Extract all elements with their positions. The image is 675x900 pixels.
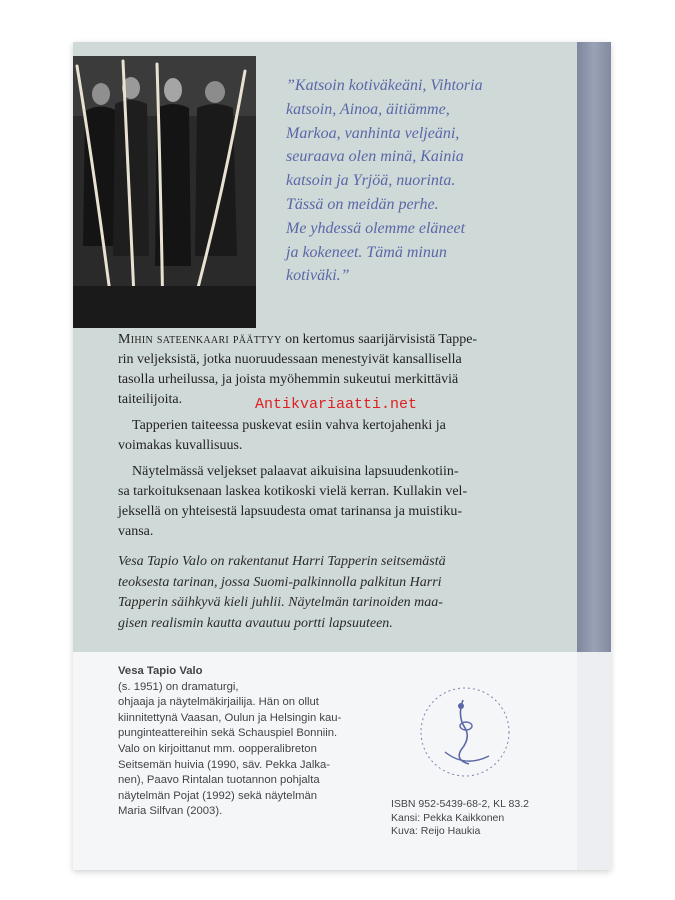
- description-paragraph-3: Näytelmässä veljekset palaavat aikuisina lapsuudenkotiin- sa tarkoituksenaan laskea kotikoski vielä kerran. Kullakin vel- jeksellä on yhteisestä lapsuudesta omat tarinansa ja muistiku- vansa.: [118, 464, 468, 539]
- author-bio: Vesa Tapio Valo (s. 1951) on dramaturgi, ohjaaja ja näytelmäkirjailija. Hän on ollut kiinnitettynä Vaasan, Oulun ja Helsingin kau- punginteattereihin sekä Schauspiel Bonniin. Valo on kirjoittanut mm. oopperalibreton Seitsemän huivia (1990, säv. Pekka Jalka- nen), Paavo Rintalan tuotannon pohjalta näytelmän Pojat (1992) sekä näytelmän Maria Silfvan (2003).: [118, 664, 388, 820]
- author-name: Vesa Tapio Valo: [118, 665, 203, 677]
- description-paragraph-1: Mihin sateenkaari päättyy on kertomus saarijärvisistä Tappe- rin veljeksistä, jotka nuoruudessaan menestyivät kansallisella tasolla urheilussa, ja joista myöhemmin sukeutui merkittäviä taiteilijoita.: [118, 332, 478, 407]
- description-paragraph-2: Tapperien taiteessa puskevat esiin vahva kertojahenki ja voimakas kuvallisuus.: [118, 418, 446, 453]
- cover-credit: Kansi: Pekka Kaikkonen: [391, 811, 505, 824]
- book-back-cover: [73, 42, 611, 870]
- quote-text: ”Katsoin kotiväkeäni, Vihtoria katsoin, Ainoa, äitiämme, Markoa, vanhinta veljeäni, seuraava olen minä, Kainia katsoin ja Yrjöä, nuorinta. Tässä on meidän perhe. Me yhdessä olemme eläneet ja kokeneet. Tämä minun kotiväki.”: [286, 77, 483, 285]
- publisher-circular-seal-icon: [405, 672, 525, 792]
- four-men-with-poles-photo: [73, 56, 256, 328]
- photo-credit: Kuva: Reijo Haukia: [391, 825, 481, 837]
- credits-block: [391, 798, 591, 839]
- watermark: Antikvariaatti.net: [255, 396, 418, 413]
- isbn-text: ISBN 952-5439-68-2, KL 83.2: [391, 798, 529, 810]
- description-text: [118, 330, 560, 548]
- book-title-lead: Mihin sateenkaari päättyy: [118, 332, 282, 347]
- spine-stripe: [577, 42, 611, 652]
- author-note-italic: Vesa Tapio Valo on rakentanut Harri Tapperin seitsemästä teoksesta tarinan, jossa Suomi-palkinnolla palkitun Harri Tapperin säihkyvä kieli juhlii. Näytelmän tarinoiden maa- gisen realismin kautta avautuu portti lapsuuteen.: [118, 554, 446, 631]
